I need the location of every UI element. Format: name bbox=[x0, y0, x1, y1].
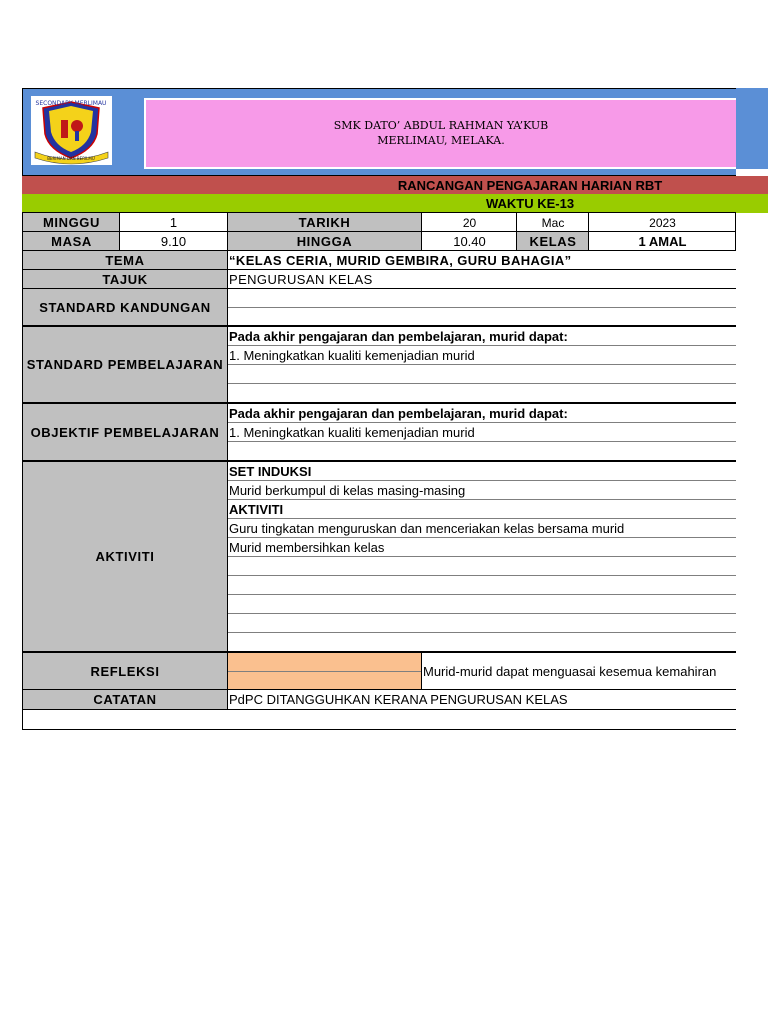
hingga-label: HINGGA bbox=[227, 232, 422, 251]
standard-pembelajaran-line1: 1. Meningkatkan kualiti kemenjadian murid bbox=[229, 348, 475, 363]
set-induksi-text: Murid berkumpul di kelas masing-masing bbox=[229, 483, 466, 498]
date-day: 20 bbox=[462, 215, 477, 230]
catatan-label: CATATAN bbox=[23, 690, 227, 709]
activity-1: Guru tingkatan menguruskan dan menceriakan kelas bersama murid bbox=[229, 521, 625, 536]
standard-pembelajaran-intro: Pada akhir pengajaran dan pembelajaran, murid dapat: bbox=[229, 329, 568, 344]
period-bar bbox=[22, 194, 768, 213]
tarikh-label: TARIKH bbox=[227, 213, 422, 232]
tema-value: “KELAS CERIA, MURID GEMBIRA, GURU BAHAGIA” bbox=[229, 253, 572, 268]
activity-2: Murid membersihkan kelas bbox=[229, 540, 385, 555]
title-bar bbox=[22, 176, 768, 194]
objektif-label: OBJEKTIF PEMBELAJARAN bbox=[23, 403, 227, 461]
school-logo bbox=[31, 96, 112, 165]
school-name: SMK DATO’ ABDUL RAHMAN YA’KUB bbox=[333, 119, 549, 133]
tajuk-label: TAJUK bbox=[23, 270, 227, 289]
date-month: Mac bbox=[541, 215, 565, 230]
masa-label: MASA bbox=[23, 232, 120, 251]
aktiviti-heading: AKTIVITI bbox=[229, 502, 284, 517]
standard-kandungan-label: STANDARD KANDUNGAN bbox=[23, 289, 227, 326]
header-blue-extension bbox=[736, 88, 768, 169]
tema-label: TEMA bbox=[23, 251, 227, 270]
standard-pembelajaran-label: STANDARD PEMBELAJARAN bbox=[23, 326, 227, 403]
minggu-label: MINGGU bbox=[23, 213, 120, 232]
aktiviti-label: AKTIVITI bbox=[23, 461, 227, 652]
tajuk-value: PENGURUSAN KELAS bbox=[229, 272, 373, 287]
logo-bottom-text: BERIMAN DAN BERILMU bbox=[47, 156, 95, 161]
masa-value: 9.10 bbox=[160, 234, 187, 249]
date-year: 2023 bbox=[649, 215, 676, 230]
objektif-line1: 1. Meningkatkan kualiti kemenjadian murid bbox=[229, 425, 475, 440]
kelas-value: 1 AMAL bbox=[638, 234, 687, 249]
hingga-value: 10.40 bbox=[453, 234, 486, 249]
minggu-value: 1 bbox=[169, 215, 178, 230]
title-text: RANCANGAN PENGAJARAN HARIAN RBT bbox=[397, 177, 663, 193]
school-location: MERLIMAU, MELAKA. bbox=[377, 133, 505, 147]
catatan-text: PdPC DITANGGUHKAN KERANA PENGURUSAN KELAS bbox=[229, 692, 568, 707]
logo-top-text: SECONDARY MERLIMAU bbox=[35, 100, 107, 107]
set-induksi-heading: SET INDUKSI bbox=[229, 464, 312, 479]
kelas-label: KELAS bbox=[517, 232, 589, 251]
refleksi-text: Murid-murid dapat menguasai kesemua kemahiran bbox=[423, 663, 717, 679]
school-name-box bbox=[144, 98, 736, 169]
objektif-intro: Pada akhir pengajaran dan pembelajaran, murid dapat: bbox=[229, 406, 568, 421]
refleksi-peach-bottom bbox=[228, 672, 421, 690]
refleksi-label: REFLEKSI bbox=[23, 652, 227, 690]
period-text: WAKTU KE-13 bbox=[485, 196, 575, 211]
refleksi-peach-top bbox=[228, 653, 421, 671]
